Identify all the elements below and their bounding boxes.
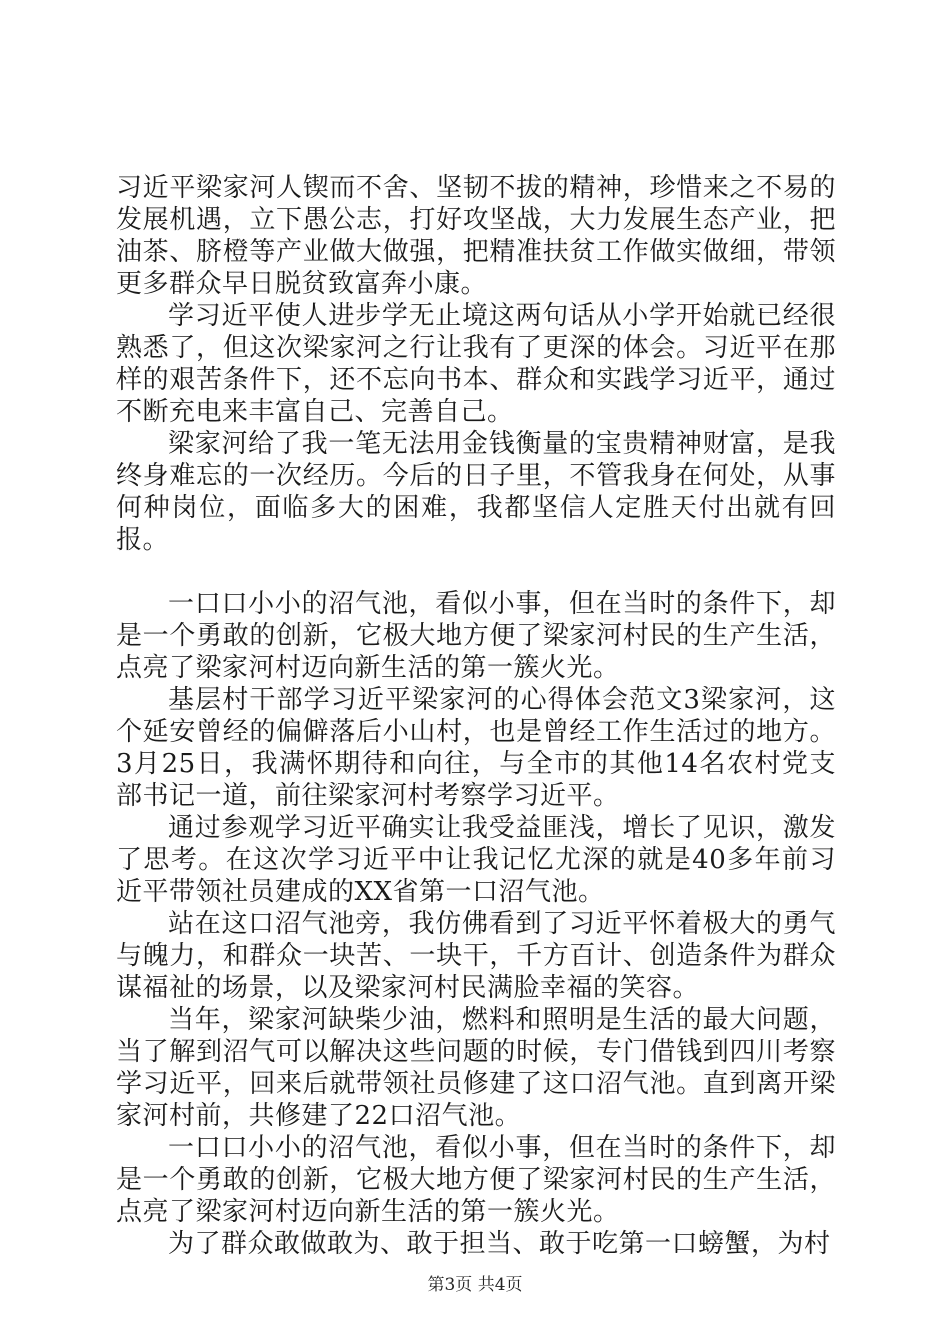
paragraph: 通过参观学习近平确实让我受益匪浅，增长了见识，激发了思考。在这次学习近平中让我记忆尤深的就是40多年前习近平带领社员建成的XX省第一口沼气池。 (116, 813, 836, 907)
paragraph: 站在这口沼气池旁，我仿佛看到了习近平怀着极大的勇气与魄力，和群众一块苦、一块干，千方百计、创造条件为群众谋福祉的场景，以及梁家河村民满脸幸福的笑容。 (116, 909, 836, 1003)
paragraph: 一口口小小的沼气池，看似小事，但在当时的条件下，却是一个勇敢的创新，它极大地方便了梁家河村民的生产生活，点亮了梁家河村迈向新生活的第一簇火光。 (116, 589, 836, 683)
paragraph-truncated: 为了群众敢做敢为、敢于担当、敢于吃第一口螃蟹，为村 (168, 1229, 831, 1259)
page-number: 第3页 共4页 (427, 1275, 523, 1295)
paragraph: 一口口小小的沼气池，看似小事，但在当时的条件下，却是一个勇敢的创新，它极大地方便了梁家河村民的生产生活，点亮了梁家河村迈向新生活的第一簇火光。 (116, 1133, 836, 1227)
page-footer (0, 1274, 950, 1296)
document-body (116, 172, 836, 1260)
paragraph: 基层村干部学习近平梁家河的心得体会范文3梁家河，这个延安曾经的偏僻落后小山村，也是曾经工作生活过的地方。3月25日，我满怀期待和向往，与全市的其他14名农村党支部书记一道，前往梁家河村考察学习近平。 (116, 685, 836, 811)
paragraph-gap (116, 556, 836, 588)
paragraph-continuation: 习近平梁家河人锲而不舍、坚韧不拔的精神，珍惜来之不易的发展机遇，立下愚公志，打好攻坚战，大力发展生态产业，把油茶、脐橙等产业做大做强，把精准扶贫工作做实做细，带领更多群众早日脱贫致富奔小康。 (116, 173, 836, 299)
paragraph: 学习近平使人进步学无止境这两句话从小学开始就已经很熟悉了，但这次梁家河之行让我有了更深的体会。习近平在那样的艰苦条件下，还不忘向书本、群众和实践学习近平，通过不断充电来丰富自己、完善自己。 (116, 301, 836, 427)
paragraph: 梁家河给了我一笔无法用金钱衡量的宝贵精神财富，是我终身难忘的一次经历。今后的日子里，不管我身在何处，从事何种岗位，面临多大的困难，我都坚信人定胜天付出就有回报。 (116, 429, 836, 555)
paragraph: 当年，梁家河缺柴少油，燃料和照明是生活的最大问题，当了解到沼气可以解决这些问题的时候，专门借钱到四川考察学习近平，回来后就带领社员修建了这口沼气池。直到离开梁家河村前，共修建了22口沼气池。 (116, 1005, 836, 1131)
